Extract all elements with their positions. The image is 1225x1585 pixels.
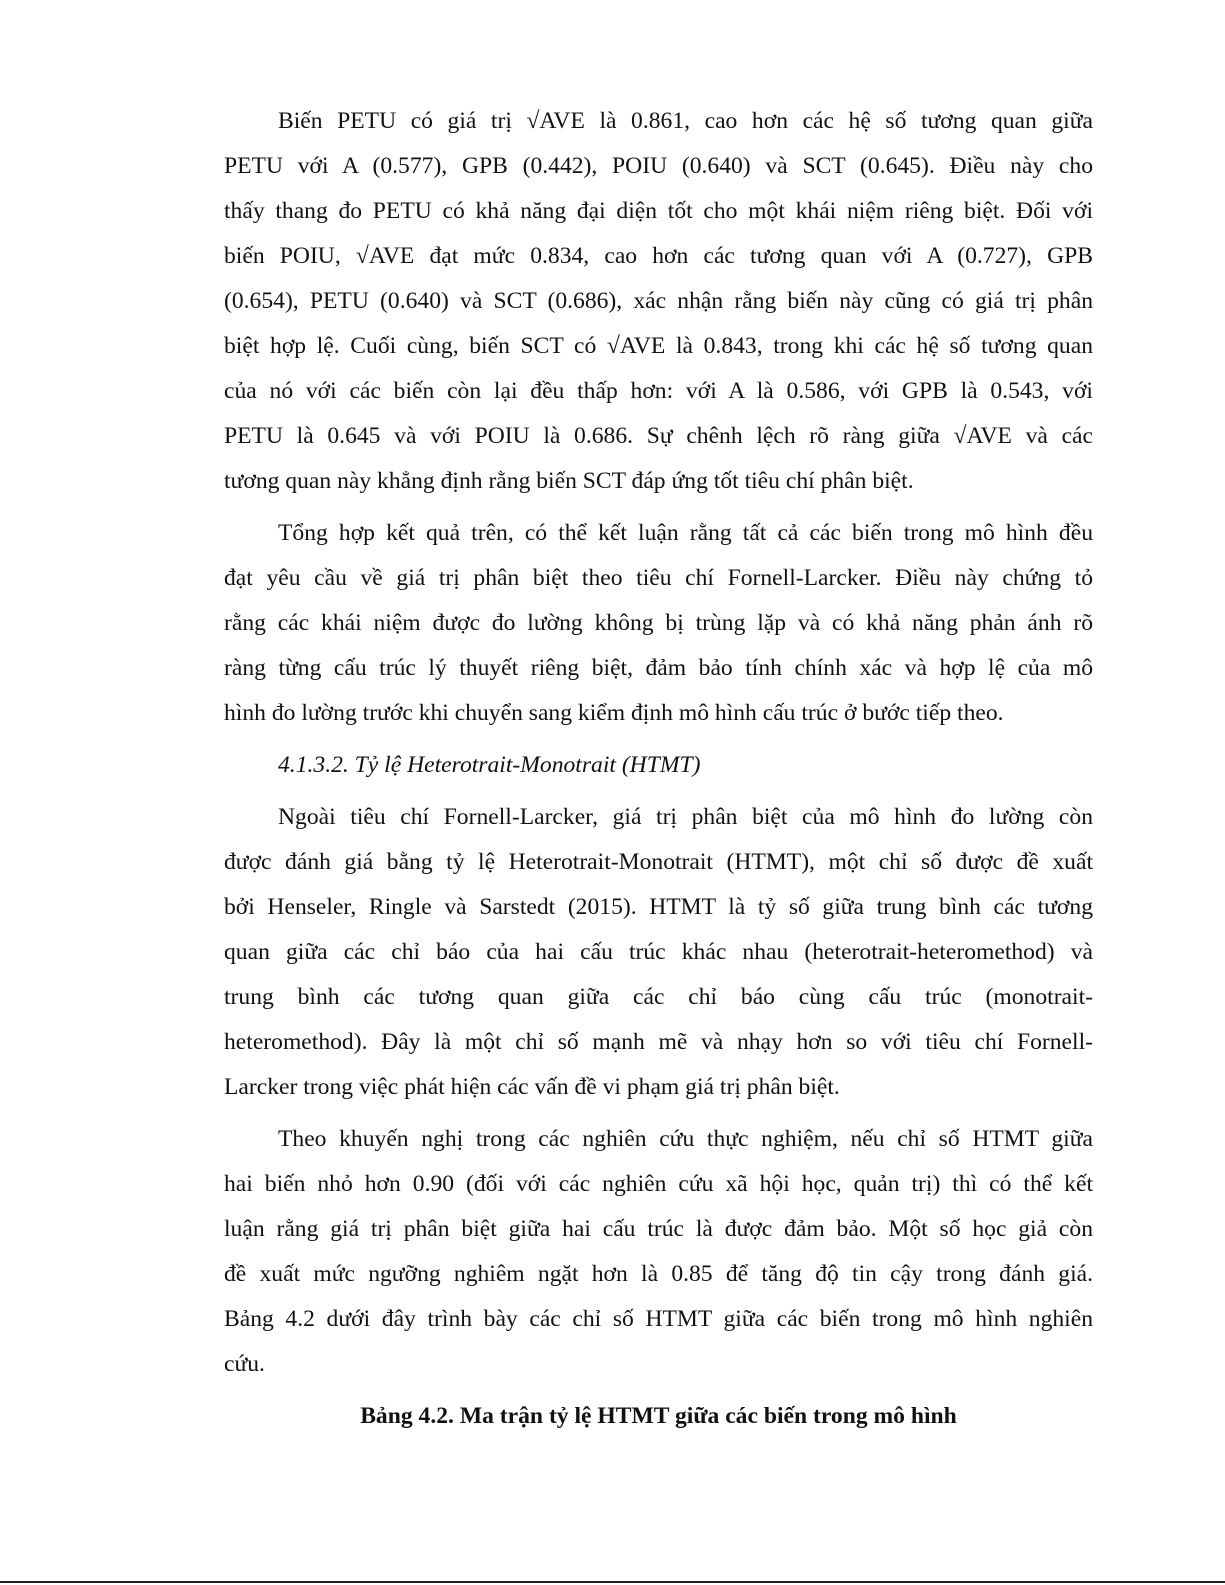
text-line: bởi Henseler, Ringle và Sarstedt (2015). HTMT là tỷ số giữa trung bình các tương (224, 894, 1093, 920)
text-line: heteromethod). Đây là một chỉ số mạnh mẽ và nhạy hơn so với tiêu chí Fornell- (224, 1029, 1093, 1055)
text-line: Biến PETU có giá trị √AVE là 0.861, cao hơn các hệ số tương quan giữa (278, 108, 1093, 134)
text-line: PETU là 0.645 và với POIU là 0.686. Sự chênh lệch rõ ràng giữa √AVE và các (224, 423, 1093, 449)
paragraph-htmt-definition (224, 795, 1093, 1110)
text-line: tương quan này khẳng định rằng biến SCT đáp ứng tốt tiêu chí phân biệt. (224, 468, 914, 494)
text-line: Theo khuyến nghị trong các nghiên cứu thực nghiệm, nếu chỉ số HTMT giữa (278, 1126, 1093, 1152)
table-caption: Bảng 4.2. Ma trận tỷ lệ HTMT giữa các biến trong mô hình (360, 1403, 957, 1429)
text-line: trung bình các tương quan giữa các chỉ báo cùng cấu trúc (monotrait- (224, 984, 1093, 1010)
paragraph-summary (224, 511, 1093, 736)
paragraph-discriminant-validity (224, 99, 1093, 504)
text-line: hai biến nhỏ hơn 0.90 (đối với các nghiên cứu xã hội học, quản trị) thì có thể kết (224, 1171, 1093, 1197)
text-line: PETU với A (0.577), GPB (0.442), POIU (0.640) và SCT (0.645). Điều này cho (224, 153, 1093, 179)
text-line: hình đo lường trước khi chuyển sang kiểm định mô hình cấu trúc ở bước tiếp theo. (224, 700, 1004, 726)
text-line: đề xuất mức ngưỡng nghiêm ngặt hơn là 0.85 để tăng độ tin cậy trong đánh giá. (224, 1261, 1093, 1287)
document-body (224, 99, 1093, 1439)
text-line: thấy thang đo PETU có khả năng đại diện tốt cho một khái niệm riêng biệt. Đối với (224, 198, 1093, 224)
text-line: (0.654), PETU (0.640) và SCT (0.686), xác nhận rằng biến này cũng có giá trị phân (224, 288, 1093, 314)
page-bottom-rule (0, 1581, 1225, 1583)
text-line: quan giữa các chỉ báo của hai cấu trúc khác nhau (heterotrait-heteromethod) và (224, 939, 1093, 965)
text-line: được đánh giá bằng tỷ lệ Heterotrait-Monotrait (HTMT), một chỉ số được đề xuất (224, 849, 1093, 875)
text-line: của nó với các biến còn lại đều thấp hơn: với A là 0.586, với GPB là 0.543, với (224, 378, 1093, 404)
text-line: Bảng 4.2 dưới đây trình bày các chỉ số HTMT giữa các biến trong mô hình nghiên (224, 1306, 1093, 1332)
text-line: đạt yêu cầu về giá trị phân biệt theo tiêu chí Fornell-Larcker. Điều này chứng tỏ (224, 565, 1093, 591)
text-line: ràng từng cấu trúc lý thuyết riêng biệt, đảm bảo tính chính xác và hợp lệ của mô (224, 655, 1093, 681)
text-line: luận rằng giá trị phân biệt giữa hai cấu trúc là được đảm bảo. Một số học giả còn (224, 1216, 1093, 1242)
text-line: biến POIU, √AVE đạt mức 0.834, cao hơn các tương quan với A (0.727), GPB (224, 243, 1093, 269)
text-line: Larcker trong việc phát hiện các vấn đề vi phạm giá trị phân biệt. (224, 1074, 840, 1100)
text-line: biệt hợp lệ. Cuối cùng, biến SCT có √AVE là 0.843, trong khi các hệ số tương quan (224, 333, 1093, 359)
paragraph-htmt-threshold (224, 1117, 1093, 1387)
text-line: rằng các khái niệm được đo lường không bị trùng lặp và có khả năng phản ánh rõ (224, 610, 1093, 636)
text-line: cứu. (224, 1351, 265, 1377)
text-line: Ngoài tiêu chí Fornell-Larcker, giá trị phân biệt của mô hình đo lường còn (278, 804, 1093, 830)
section-heading: 4.1.3.2. Tỷ lệ Heterotrait-Monotrait (HTMT) (278, 752, 701, 778)
text-line: Tổng hợp kết quả trên, có thể kết luận rằng tất cả các biến trong mô hình đều (278, 520, 1093, 546)
